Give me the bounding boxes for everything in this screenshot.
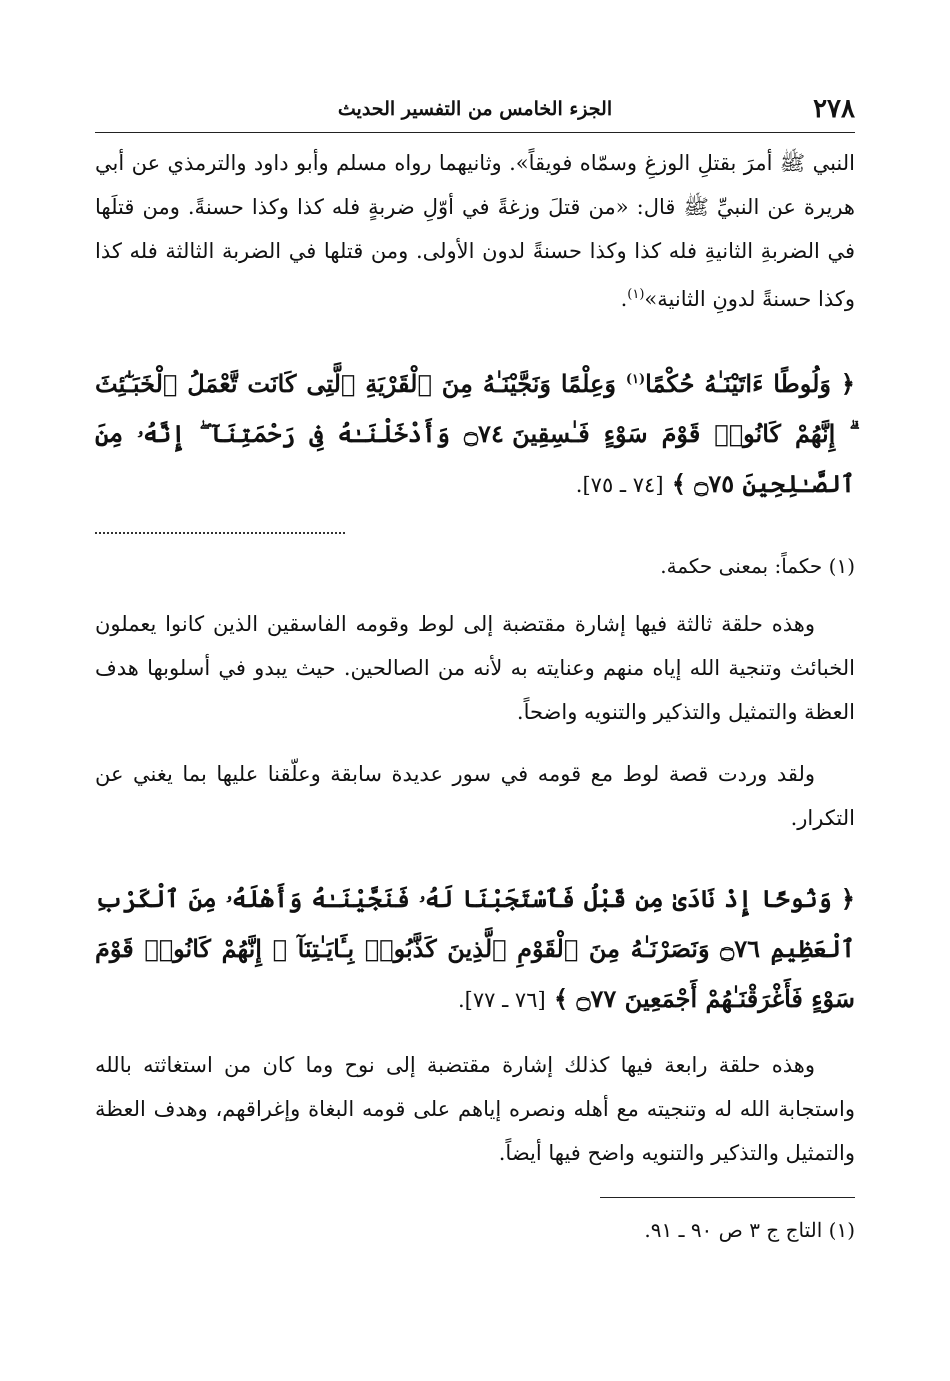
quran-verse-noah — [95, 874, 855, 1025]
commentary-paragraph-lot: وهذه حلقة ثالثة فيها إشارة مقتضبة إلى لوط وقومه الفاسقين الذين كانوا يعملون الخبائث وتنجية الله إياه منهم وعنايته به لأنه من الصالحين. حيث يبدو في أسلوبها هدف العظة والتمثيل والتذكير والتنويه واضحاً. — [95, 612, 855, 724]
page-footnote: (١) التاج ج ٣ ص ٩٠ ـ ٩١. — [644, 1218, 855, 1242]
verse-noah-text: ﴿ وَنُوحًا إِذْ نَادَىٰ مِن قَبْلُ فَٱسْتَجَبْنَا لَهُۥ فَنَجَّيْنَـٰهُ وَأَهْلَهُۥ مِنَ ٱلْكَرْبِ ٱلْعَظِيمِ ۝٧٦ وَنَصَرْنَـٰهُ مِنَ ٱلْقَوْمِ ٱلَّذِينَ كَذَّبُوا۟ بِـَٔايَـٰتِنَآ ۚ إِنَّهُمْ كَانُوا۟ قَوْمَ سَوْءٍ فَأَغْرَقْنَـٰهُمْ أَجْمَعِينَ ۝٧٧ ﴾ — [95, 884, 856, 1013]
intro-paragraph — [95, 141, 855, 321]
verse-footnote-marker: (١) — [625, 372, 646, 387]
commentary-paragraph-noah: وهذه حلقة رابعة فيها كذلك إشارة مقتضبة إلى نوح وما كان من استغاثته بالله واستجابة الله له وتنجيته مع أهله ونصره إياهم على قومه البغاة وإغراقهم، وهدف العظة والتمثيل والتذكير والتنويه واضح فيها أيضاً. — [95, 1053, 855, 1165]
footnote-separator-dots — [95, 532, 345, 534]
quran-verse-lot — [95, 355, 855, 510]
commentary-paragraph-repetition: ولقد وردت قصة لوط مع قومه في سور عديدة سابقة وعلّقنا عليها بما يغني عن التكرار. — [95, 762, 855, 830]
verse-lot-start: ﴿ وَلُوطًا ءَاتَيْنَـٰهُ حُكْمًا — [645, 369, 855, 398]
intro-end: . — [620, 287, 628, 311]
page-number: ٢٧٨ — [813, 94, 855, 124]
running-title: الجزء الخامس من التفسير الحديث — [337, 98, 613, 120]
verse-lot-reference: [٧٤ ـ ٧٥]. — [575, 473, 664, 497]
document-page — [95, 92, 855, 1248]
footnote-rule — [600, 1197, 855, 1198]
verse-noah-reference: [٧٦ ـ ٧٧]. — [457, 988, 546, 1012]
inline-footnote: (١) حكماً: بمعنى حكمة. — [660, 554, 855, 578]
footnote-marker: (١) — [627, 287, 645, 302]
verse-lot-rest: وَعِلْمًا وَنَجَّيْنَـٰهُ مِنَ ٱلْقَرْيَةِ ٱلَّتِى كَانَت تَّعْمَلُ ٱلْخَبَـٰٓئِثَ ۗ إِنَّهُمْ كَانُوا۟ قَوْمَ سَوْءٍ فَـٰسِقِينَ ۝٧٤ وَأَدْخَلْنَـٰهُ فِى رَحْمَتِنَآ ۖ إِنَّهُۥ مِنَ ٱلصَّـٰلِحِينَ ۝٧٥ ﴾ — [95, 369, 855, 498]
page-header — [95, 92, 855, 133]
intro-text: النبي ﷺ أمرَ بقتلِ الوزغِ وسمّاه فويقاً». وثانيهما رواه مسلم وأبو داود والترمذي عن أبي هريرة عن النبيِّ ﷺ قال: «من قتلَ وزغةً في أوّلِ ضربةٍ فله كذا وكذا حسنةً. ومن قتلَها في الضربةِ الثانيةِ فله كذا وكذا حسنةً لدون الأولى. ومن قتلها في الضربة الثالثة فله كذا وكذا حسنةً لدونِ الثانية» — [95, 151, 855, 311]
